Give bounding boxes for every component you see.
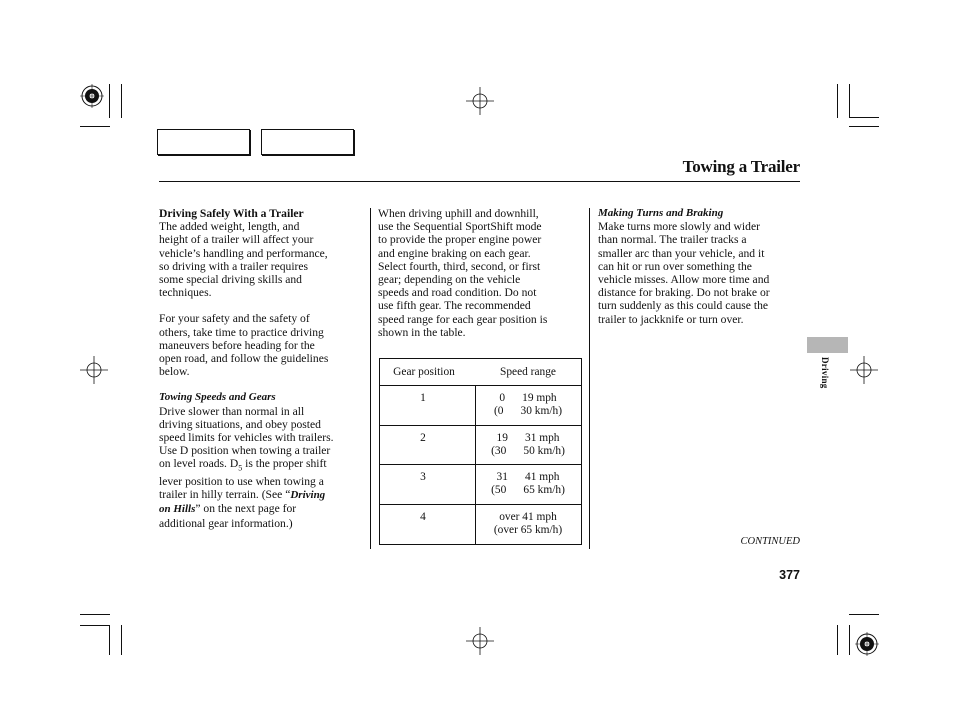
text-line: techniques. <box>159 286 212 300</box>
text-line: others, take time to practice driving <box>159 325 324 339</box>
section-thumb-label: Driving <box>820 357 830 389</box>
text-fragment: ” on the next page for <box>195 502 297 516</box>
text-fragment: on level roads. D <box>159 457 239 471</box>
table-rule <box>380 504 581 505</box>
crop-mark <box>837 84 838 118</box>
speed-mph-cell: 19 31 mph <box>496 432 560 444</box>
crop-mark <box>80 625 110 626</box>
table-header-speed: Speed range <box>500 366 556 378</box>
speed-kmh-cell: (30 50 km/h) <box>491 445 565 457</box>
text-line: below. <box>159 365 190 379</box>
text-line: lever position to use when towing a <box>159 474 324 488</box>
crop-mark <box>849 625 850 655</box>
gear-cell: 3 <box>420 471 426 483</box>
crop-mark <box>849 126 879 127</box>
table-rule <box>380 385 581 386</box>
crosshair-right-icon <box>850 356 878 384</box>
crop-mark <box>80 614 110 615</box>
page-number: 377 <box>779 568 800 582</box>
text-line <box>159 502 364 516</box>
text-line <box>159 488 364 502</box>
text-line: For your safety and the safety of <box>159 312 310 326</box>
text-line <box>159 457 364 475</box>
text-line: and engine braking on each gear. <box>378 246 531 260</box>
subsection-heading: Towing Speeds and Gears <box>159 391 276 404</box>
text-line: use fifth gear. The recommended <box>378 299 531 313</box>
crosshair-left-icon <box>80 356 108 384</box>
speed-kmh-cell: (50 65 km/h) <box>491 484 565 496</box>
text-line: speed limits for vehicles with trailers. <box>159 431 334 445</box>
text-line: smaller arc than your vehicle, and it <box>598 246 765 260</box>
page-title: Towing a Trailer <box>682 157 800 176</box>
section-heading: Driving Safely With a Trailer <box>159 207 304 220</box>
text-fragment: trailer in hilly terrain. (See “ <box>159 488 291 502</box>
subsection-heading: Making Turns and Braking <box>598 207 724 219</box>
column-2 <box>378 207 583 339</box>
crop-mark <box>109 625 110 655</box>
gear-speed-table <box>379 358 582 545</box>
header-rule <box>159 181 800 182</box>
speed-kmh-cell: (over 65 km/h) <box>493 524 563 536</box>
column-3 <box>598 207 803 326</box>
d5-subscript: 5 <box>238 463 243 473</box>
text-fragment: is the proper shift <box>245 457 327 471</box>
text-line: gear; depending on the vehicle <box>378 273 521 287</box>
text-line: additional gear information.) <box>159 516 293 530</box>
text-line: use the Sequential SportShift mode <box>378 220 542 234</box>
text-line: height of a trailer will affect your <box>159 233 314 247</box>
nav-tab-box-2[interactable] <box>261 129 354 155</box>
speed-mph-cell: 31 41 mph <box>496 471 560 483</box>
text-line: Use D position when towing a trailer <box>159 444 331 458</box>
text-line: speeds and road condition. Do not <box>378 286 537 300</box>
text-line: When driving uphill and downhill, <box>378 207 539 220</box>
continued-label: CONTINUED <box>740 536 800 547</box>
text-line: maneuvers before heading for the <box>159 338 315 352</box>
column-divider <box>370 208 371 549</box>
text-line: Select fourth, third, second, or first <box>378 259 541 273</box>
text-line: vehicle misses. Allow more time and <box>598 273 770 287</box>
crosshair-bottom-icon <box>466 627 494 655</box>
registration-mark-bottom-right-icon <box>855 632 879 656</box>
text-line: to provide the proper engine power <box>378 233 542 247</box>
crop-mark <box>837 625 838 655</box>
crop-mark <box>80 126 110 127</box>
registration-mark-top-left-icon <box>80 84 104 108</box>
cross-reference-link[interactable]: Driving <box>290 489 326 502</box>
text-line: so driving with a trailer requires <box>159 259 309 273</box>
text-line: turn suddenly as this could cause the <box>598 299 769 313</box>
speed-mph-cell: over 41 mph <box>499 511 557 523</box>
cross-reference-link[interactable]: on Hills <box>159 503 196 516</box>
table-header-gear: Gear position <box>393 366 455 378</box>
crop-mark <box>849 84 850 118</box>
text-line: can hit or run over something the <box>598 259 752 273</box>
crop-mark <box>849 614 879 615</box>
gear-cell: 2 <box>420 432 426 444</box>
text-line: speed range for each gear position is <box>378 312 548 326</box>
table-rule <box>380 425 581 426</box>
text-line: distance for braking. Do not brake or <box>598 286 770 300</box>
crop-mark <box>121 84 122 118</box>
gear-cell: 4 <box>420 511 426 523</box>
column-1 <box>159 207 364 530</box>
text-line: shown in the table. <box>378 325 466 339</box>
crop-mark <box>109 84 110 118</box>
text-line: than normal. The trailer tracks a <box>598 233 747 247</box>
text-line: The added weight, length, and <box>159 220 300 234</box>
gear-cell: 1 <box>420 392 426 404</box>
crosshair-top-icon <box>466 87 494 115</box>
crop-mark <box>121 625 122 655</box>
speed-mph-cell: 0 19 mph <box>499 392 557 404</box>
text-line: vehicle’s handling and performance, <box>159 246 328 260</box>
text-line: Make turns more slowly and wider <box>598 220 760 234</box>
text-line: trailer to jackknife or turn over. <box>598 312 744 326</box>
text-line: driving situations, and obey posted <box>159 417 321 431</box>
column-divider <box>589 208 590 549</box>
text-line: open road, and follow the guidelines <box>159 352 329 366</box>
text-line: some special driving skills and <box>159 273 302 287</box>
crop-mark <box>849 117 879 118</box>
speed-kmh-cell: (0 30 km/h) <box>493 405 563 417</box>
text-line: Drive slower than normal in all <box>159 404 305 418</box>
table-rule <box>380 464 581 465</box>
section-thumb-tab[interactable] <box>807 337 848 353</box>
nav-tab-box-1[interactable] <box>157 129 250 155</box>
